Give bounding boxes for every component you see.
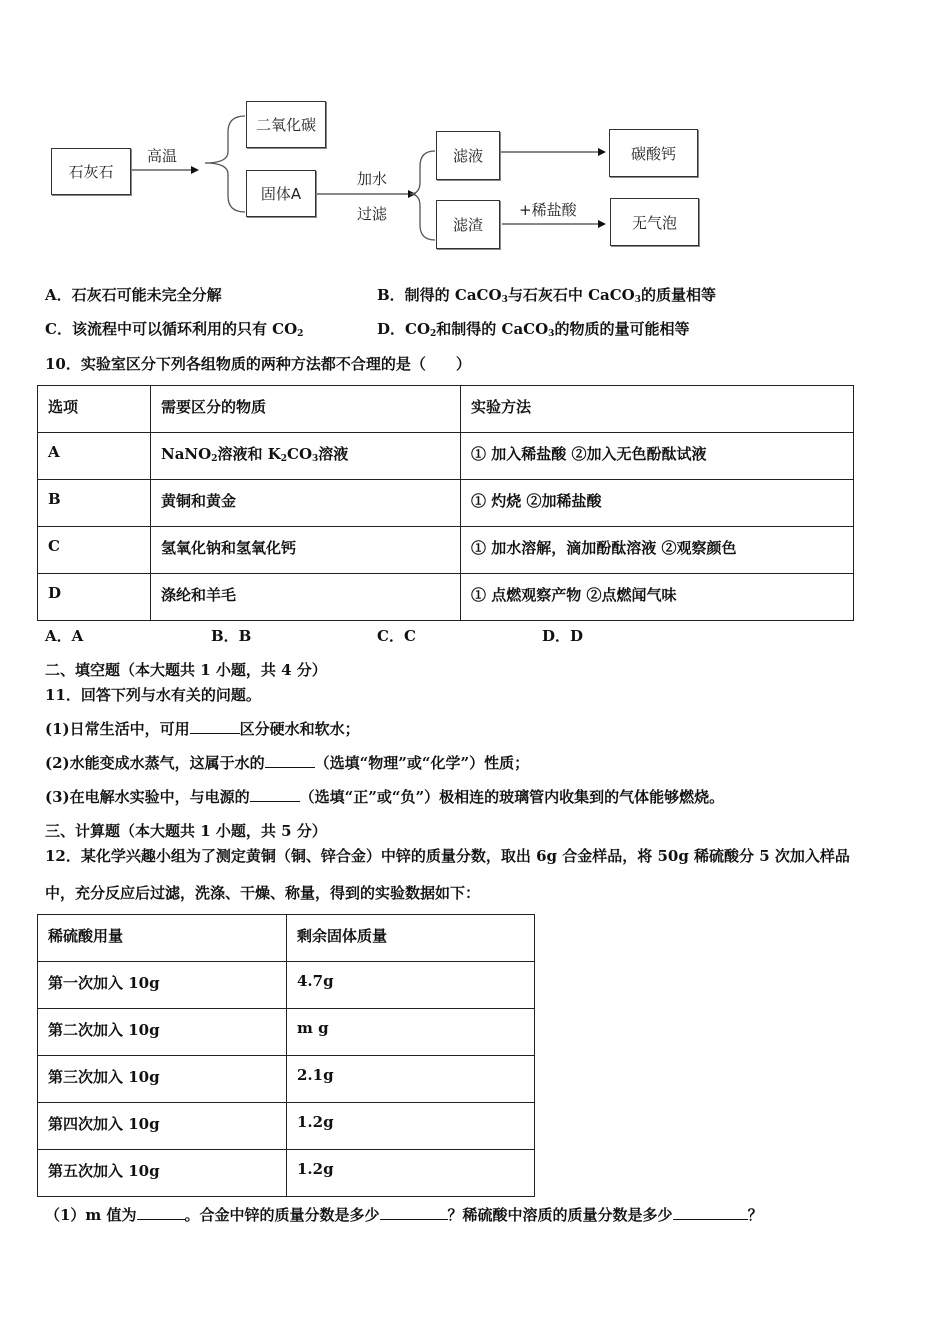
cell-acid-amount: 第三次加入 10g <box>38 1056 287 1103</box>
cell-substances: 氢氧化钠和氢氧化钙 <box>151 527 461 574</box>
subscript: 2 <box>280 454 288 464</box>
cell-substances: 黄铜和黄金 <box>151 480 461 527</box>
subscript: 2 <box>430 329 437 339</box>
text: ？稀硫酸中溶质的质量分数是多少 <box>447 1206 673 1224</box>
text: 溶液和 K <box>217 445 281 463</box>
header-cell: 剩余固体质量 <box>287 915 535 962</box>
cell-acid-amount: 第五次加入 10g <box>38 1150 287 1197</box>
cell-option: D <box>38 574 151 621</box>
table-row <box>38 480 854 527</box>
answer-blank[interactable] <box>265 753 315 768</box>
subscript: 3 <box>501 295 508 305</box>
answer-blank[interactable] <box>380 1205 448 1220</box>
cell-remaining-mass: 2.1g <box>287 1056 535 1103</box>
q11-part1 <box>45 719 360 739</box>
text: 区分硬水和软水； <box>239 720 360 738</box>
cell-remaining-mass: m g <box>287 1009 535 1056</box>
text: （选填“正”或“负”）极相连的玻璃管内收集到的气体能够燃烧。 <box>299 788 725 806</box>
q9-option-c <box>45 319 303 339</box>
subscript: 3 <box>312 454 319 464</box>
table-row <box>38 1009 535 1056</box>
q9-option-b <box>377 285 716 305</box>
answer-blank[interactable] <box>190 719 240 734</box>
table-row <box>38 433 854 480</box>
table-row <box>38 1150 535 1197</box>
text: 。合金中锌的质量分数是多少 <box>184 1206 380 1224</box>
text: ？ <box>747 1206 763 1224</box>
cell-method: ① 加入稀盐酸 ②加入无色酚酞试液 <box>461 433 854 480</box>
cell-option: A <box>38 433 151 480</box>
text: C．该流程中可以循环利用的只有 CO <box>45 320 298 338</box>
text: (3)在电解水实验中，与电源的 <box>45 788 250 806</box>
table-header-row <box>38 915 535 962</box>
answer-blank[interactable] <box>250 787 300 802</box>
cell-option: C <box>38 527 151 574</box>
subscript: 3 <box>548 329 555 339</box>
q10-stem: 10．实验室区分下列各组物质的两种方法都不合理的是（ ） <box>45 355 471 373</box>
q9-option-d <box>377 319 689 339</box>
text: 的物质的量可能相等 <box>554 320 690 338</box>
header-cell: 实验方法 <box>461 386 854 433</box>
q11-part2 <box>45 753 529 773</box>
text: B．制得的 CaCO <box>377 286 502 304</box>
text: 溶液 <box>318 445 349 463</box>
header-cell: 需要区分的物质 <box>151 386 461 433</box>
q10-choice-b: B．B <box>211 627 252 645</box>
label-filter: 过滤 <box>357 205 388 223</box>
box-residue: 滤渣 <box>436 200 500 249</box>
header-cell: 稀硫酸用量 <box>38 915 287 962</box>
cell-acid-amount: 第四次加入 10g <box>38 1103 287 1150</box>
box-no-bubbles: 无气泡 <box>610 198 699 246</box>
text: 的质量相等 <box>641 286 717 304</box>
table-row <box>38 962 535 1009</box>
subscript: 2 <box>211 454 218 464</box>
q10-table <box>37 385 854 621</box>
section2-title: 二、填空题（本大题共 1 小题，共 4 分） <box>45 661 327 679</box>
table-row <box>38 527 854 574</box>
text: （1）m 值为 <box>45 1206 137 1224</box>
text: 和制得的 CaCO <box>436 320 549 338</box>
text: 与石灰石中 CaCO <box>507 286 635 304</box>
box-calcium-carbonate: 碳酸钙 <box>609 129 698 177</box>
box-co2: 二氧化碳 <box>246 101 326 148</box>
cell-option: B <box>38 480 151 527</box>
q12-stem-line2: 中，充分反应后过滤，洗涤、干燥、称量，得到的实验数据如下： <box>45 884 481 902</box>
table-row <box>38 574 854 621</box>
cell-acid-amount: 第一次加入 10g <box>38 962 287 1009</box>
table-header-row <box>38 386 854 433</box>
header-cell: 选项 <box>38 386 151 433</box>
cell-method: ① 灼烧 ②加稀盐酸 <box>461 480 854 527</box>
cell-method: ① 点燃观察产物 ②点燃闻气味 <box>461 574 854 621</box>
q12-question <box>45 1205 763 1225</box>
subscript: 2 <box>297 329 304 339</box>
box-solid-a: 固体A <box>246 170 316 217</box>
q10-choice-d: D．D <box>542 627 584 645</box>
text: D．CO <box>377 320 431 338</box>
label-high-temp: 高温 <box>147 147 178 165</box>
text: (1)日常生活中，可用 <box>45 720 190 738</box>
q10-choice-a: A．A <box>45 627 84 645</box>
table-row <box>38 1103 535 1150</box>
q11-stem: 11．回答下列与水有关的问题。 <box>45 686 261 704</box>
text: (2)水能变成水蒸气，这属于水的 <box>45 754 265 772</box>
cell-remaining-mass: 1.2g <box>287 1150 535 1197</box>
text: NaNO <box>161 445 212 463</box>
label-add-water: 加水 <box>357 170 388 188</box>
cell-remaining-mass: 4.7g <box>287 962 535 1009</box>
box-filtrate: 滤液 <box>436 131 500 180</box>
q9-option-a: A．石灰石可能未完全分解 <box>45 286 222 304</box>
cell-remaining-mass: 1.2g <box>287 1103 535 1150</box>
cell-substances: 涤纶和羊毛 <box>151 574 461 621</box>
table-row <box>38 1056 535 1103</box>
answer-blank[interactable] <box>137 1205 185 1220</box>
text: CO <box>287 445 313 463</box>
q11-part3 <box>45 787 724 807</box>
q10-choice-c: C．C <box>377 627 416 645</box>
answer-blank[interactable] <box>673 1205 748 1220</box>
cell-substances <box>151 433 461 480</box>
section3-title: 三、计算题（本大题共 1 小题，共 5 分） <box>45 822 327 840</box>
label-add-hcl: +稀盐酸 <box>519 201 577 219</box>
cell-method: ① 加水溶解，滴加酚酞溶液 ②观察颜色 <box>461 527 854 574</box>
subscript: 3 <box>634 295 641 305</box>
cell-acid-amount: 第二次加入 10g <box>38 1009 287 1056</box>
box-limestone: 石灰石 <box>51 148 131 195</box>
q12-stem-line1: 12．某化学兴趣小组为了测定黄铜（铜、锌合金）中锌的质量分数，取出 6g 合金样品，将 50g 稀硫酸分 5 次加入样品 <box>45 847 850 865</box>
text: （选填“物理”或“化学”）性质； <box>314 754 530 772</box>
q12-table <box>37 914 535 1197</box>
